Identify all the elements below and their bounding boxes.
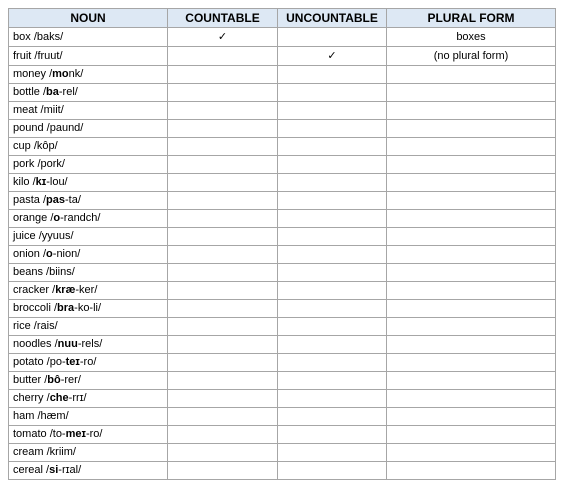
plural-form-cell[interactable] [387, 102, 556, 120]
countable-cell[interactable] [168, 408, 278, 426]
noun-word: onion [13, 248, 40, 260]
countable-cell[interactable] [168, 102, 278, 120]
noun-word: cereal [13, 464, 43, 476]
countable-cell[interactable] [168, 318, 278, 336]
pronunciation-segment: /hæm/ [37, 410, 69, 422]
uncountable-cell[interactable] [278, 336, 387, 354]
pronunciation-stressed-syllable: kræ [55, 284, 76, 296]
uncountable-cell[interactable] [278, 120, 387, 138]
noun-cell[interactable] [9, 120, 168, 138]
table-row [9, 300, 556, 318]
pronunciation-segment: /miit/ [40, 104, 64, 116]
countable-cell[interactable] [168, 228, 278, 246]
uncountable-cell[interactable] [278, 444, 387, 462]
noun-word: box [13, 30, 31, 43]
pronunciation-stressed-syllable: mo [52, 68, 69, 80]
pronunciation-segment: -ta/ [65, 194, 81, 206]
noun-word: orange [13, 212, 48, 224]
countable-cell[interactable] [168, 156, 278, 174]
pronunciation-segment: -ko-li/ [74, 302, 102, 314]
pronunciation-segment: -ro/ [79, 356, 97, 368]
noun-cell[interactable] [9, 228, 168, 246]
pronunciation-segment: / [46, 464, 50, 476]
plural-form-cell[interactable] [387, 282, 556, 300]
noun-cell[interactable] [9, 210, 168, 228]
uncountable-cell[interactable] [278, 28, 387, 47]
uncountable-cell[interactable] [278, 282, 387, 300]
table-row [9, 246, 556, 264]
noun-word: money [13, 68, 47, 80]
pronunciation-segment: -rels/ [77, 338, 103, 350]
table-body [9, 28, 556, 480]
plural-form-cell[interactable] [387, 66, 556, 84]
noun-cell[interactable] [9, 174, 168, 192]
noun-cell[interactable] [9, 156, 168, 174]
noun-cell[interactable] [9, 138, 168, 156]
table-row [9, 426, 556, 444]
plural-form-cell[interactable] [387, 354, 556, 372]
pronunciation-segment: -rel/ [58, 86, 78, 98]
pronunciation-segment: / [42, 86, 47, 98]
pronunciation-segment: /pork/ [37, 158, 65, 170]
pronunciation-segment: /biins/ [46, 266, 75, 278]
pronunciation-segment: /to- [49, 428, 66, 440]
noun-cell[interactable] [9, 354, 168, 372]
noun-word: meat [13, 104, 38, 116]
noun-word: tomato [13, 428, 47, 440]
countable-cell[interactable] [168, 372, 278, 390]
table-row [9, 120, 556, 138]
plural-form-cell[interactable] [387, 408, 556, 426]
countable-cell[interactable] [168, 246, 278, 264]
noun-word: beans [13, 266, 43, 278]
plural-form-cell[interactable] [387, 156, 556, 174]
countable-cell[interactable] [168, 426, 278, 444]
noun-cell[interactable] [9, 47, 168, 66]
pronunciation-segment: / [44, 374, 48, 386]
table-row [9, 138, 556, 156]
uncountable-cell[interactable] [278, 192, 387, 210]
countable-cell[interactable] [168, 462, 278, 480]
pronunciation-segment: / [52, 284, 56, 296]
noun-cell[interactable] [9, 102, 168, 120]
table-row [9, 47, 556, 66]
pronunciation-segment: /baks/ [33, 30, 64, 43]
plural-form-cell[interactable] [387, 264, 556, 282]
pronunciation-segment: / [50, 212, 54, 224]
header-countable: COUNTABLE [168, 9, 278, 28]
pronunciation-stressed-syllable: nuu [57, 338, 78, 350]
uncountable-cell[interactable] [278, 138, 387, 156]
uncountable-cell[interactable] [278, 426, 387, 444]
noun-word: cream [13, 446, 44, 458]
table-row [9, 354, 556, 372]
noun-cell[interactable] [9, 28, 168, 47]
pronunciation-segment: /rais/ [33, 320, 58, 332]
pronunciation-stressed-syllable: o [46, 248, 53, 260]
plural-form-cell[interactable] [387, 300, 556, 318]
pronunciation-stressed-syllable: teɪ [65, 356, 80, 368]
table-row [9, 228, 556, 246]
noun-cell[interactable] [9, 462, 168, 480]
countable-cell[interactable] [168, 210, 278, 228]
noun-cell[interactable] [9, 318, 168, 336]
countable-cell[interactable] [168, 354, 278, 372]
pronunciation-segment: -rer/ [60, 374, 81, 386]
uncountable-cell[interactable] [278, 318, 387, 336]
pronunciation-stressed-syllable: bô [47, 374, 61, 386]
noun-cell[interactable] [9, 84, 168, 102]
uncountable-cell[interactable] [278, 246, 387, 264]
pronunciation-stressed-syllable: ba [46, 86, 59, 98]
pronunciation-segment: /paund/ [46, 122, 84, 134]
noun-cell[interactable] [9, 408, 168, 426]
table-row [9, 66, 556, 84]
countable-cell[interactable] [168, 390, 278, 408]
table-row [9, 28, 556, 47]
pronunciation-segment: / [49, 68, 53, 80]
plural-form-cell[interactable] [387, 138, 556, 156]
table-row [9, 282, 556, 300]
pronunciation-segment: -ker/ [75, 284, 98, 296]
countable-cell[interactable] [168, 264, 278, 282]
pronunciation-segment: / [42, 248, 47, 260]
table-row [9, 390, 556, 408]
noun-word: cup [13, 140, 31, 152]
uncountable-cell[interactable] [278, 156, 387, 174]
table-row [9, 210, 556, 228]
table-row [9, 408, 556, 426]
noun-word: noodles [13, 338, 52, 350]
noun-word: potato [13, 356, 44, 368]
plural-form-cell[interactable] [387, 210, 556, 228]
noun-cell[interactable] [9, 264, 168, 282]
uncountable-cell[interactable] [278, 84, 387, 102]
plural-form-cell[interactable] [387, 228, 556, 246]
header-uncountable: UNCOUNTABLE [278, 9, 387, 28]
noun-cell[interactable] [9, 372, 168, 390]
plural-form-cell[interactable] [387, 246, 556, 264]
pronunciation-stressed-syllable: meɪ [65, 428, 86, 440]
noun-word: butter [13, 374, 42, 386]
uncountable-cell[interactable] [278, 102, 387, 120]
plural-form-cell[interactable] [387, 174, 556, 192]
pronunciation-segment: nk/ [68, 68, 84, 80]
pronunciation-segment: -nion/ [52, 248, 81, 260]
noun-word: cracker [13, 284, 50, 296]
uncountable-cell[interactable] [278, 66, 387, 84]
table-row [9, 318, 556, 336]
noun-word: juice [13, 230, 36, 242]
pronunciation-stressed-syllable: pas [46, 194, 66, 206]
pronunciation-segment: -ro/ [85, 428, 103, 440]
noun-word: pork [13, 158, 35, 170]
pronunciation-segment: /po- [46, 356, 66, 368]
noun-cell[interactable] [9, 444, 168, 462]
noun-cell[interactable] [9, 192, 168, 210]
header-row [9, 9, 556, 28]
countable-cell[interactable] [168, 192, 278, 210]
table-row [9, 264, 556, 282]
table-row [9, 336, 556, 354]
countable-cell[interactable] [168, 336, 278, 354]
noun-word: ham [13, 410, 35, 422]
uncountable-cell[interactable] [278, 300, 387, 318]
plural-form-cell[interactable] [387, 120, 556, 138]
worksheet [8, 8, 556, 480]
plural-form-cell[interactable] [387, 318, 556, 336]
pronunciation-segment: -lou/ [46, 176, 68, 188]
noun-cell[interactable] [9, 282, 168, 300]
pronunciation-stressed-syllable: kɪ [35, 176, 47, 188]
pronunciation-stressed-syllable: o [53, 212, 61, 224]
plural-form-cell[interactable] [387, 444, 556, 462]
check-mark-icon: ✓ [327, 49, 337, 62]
pronunciation-segment: / [54, 338, 58, 350]
plural-form-cell[interactable] [387, 192, 556, 210]
noun-word: kilo [13, 176, 30, 188]
noun-cell[interactable] [9, 426, 168, 444]
table-row [9, 84, 556, 102]
pronunciation-segment: -randch/ [60, 212, 101, 224]
noun-cell[interactable] [9, 246, 168, 264]
uncountable-cell[interactable] [278, 228, 387, 246]
countable-cell[interactable] [168, 138, 278, 156]
noun-word: cherry [13, 392, 44, 404]
plural-form-cell[interactable] [387, 462, 556, 480]
plural-form-cell[interactable] [387, 84, 556, 102]
noun-word: broccoli [13, 302, 51, 314]
noun-cell[interactable] [9, 300, 168, 318]
countable-cell[interactable] [168, 84, 278, 102]
pronunciation-stressed-syllable: bra [57, 302, 75, 314]
table-row [9, 156, 556, 174]
pronunciation-segment: /yyuus/ [38, 230, 74, 242]
noun-cell[interactable] [9, 66, 168, 84]
countable-cell[interactable] [168, 300, 278, 318]
countable-cell[interactable] [168, 282, 278, 300]
noun-word: bottle [13, 86, 40, 98]
countable-cell[interactable] [168, 444, 278, 462]
header-noun: NOUN [9, 9, 168, 28]
pronunciation-segment: / [32, 176, 36, 188]
noun-cell[interactable] [9, 390, 168, 408]
uncountable-cell[interactable] [278, 408, 387, 426]
nouns-table [8, 8, 556, 480]
uncountable-cell[interactable] [278, 390, 387, 408]
pronunciation-segment: -rrɪ/ [68, 392, 87, 404]
noun-word: rice [13, 320, 31, 332]
plural-form-cell[interactable] [387, 390, 556, 408]
uncountable-cell[interactable] [278, 210, 387, 228]
table-row [9, 462, 556, 480]
pronunciation-stressed-syllable: che [49, 392, 69, 404]
uncountable-cell[interactable] [278, 264, 387, 282]
uncountable-cell[interactable] [278, 47, 387, 66]
noun-word: pound [13, 122, 44, 134]
uncountable-cell[interactable] [278, 462, 387, 480]
table-row [9, 192, 556, 210]
header-plural-form: PLURAL FORM [387, 9, 556, 28]
countable-cell[interactable] [168, 174, 278, 192]
pronunciation-segment: / [42, 194, 47, 206]
countable-cell[interactable] [168, 66, 278, 84]
plural-form-cell[interactable] [387, 336, 556, 354]
pronunciation-segment: -rɪal/ [58, 464, 82, 476]
noun-word: fruit [13, 49, 32, 62]
plural-form-cell[interactable] [387, 426, 556, 444]
uncountable-cell[interactable] [278, 372, 387, 390]
table-row [9, 444, 556, 462]
uncountable-cell[interactable] [278, 354, 387, 372]
pronunciation-segment: /fruut/ [34, 49, 63, 62]
noun-word: pasta [13, 194, 40, 206]
plural-form-cell[interactable]: boxes [387, 28, 556, 47]
check-mark-icon: ✓ [217, 30, 228, 43]
countable-cell[interactable] [168, 120, 278, 138]
pronunciation-segment: /kôp/ [33, 140, 58, 152]
pronunciation-segment: / [53, 302, 58, 314]
countable-cell[interactable] [168, 47, 278, 66]
pronunciation-segment: / [46, 392, 50, 404]
uncountable-cell[interactable] [278, 174, 387, 192]
pronunciation-segment: /kriim/ [46, 446, 76, 458]
table-row [9, 102, 556, 120]
table-row [9, 372, 556, 390]
plural-form-cell[interactable] [387, 372, 556, 390]
plural-form-cell[interactable]: (no plural form) [387, 47, 556, 66]
pronunciation-stressed-syllable: si [49, 464, 59, 476]
table-row [9, 174, 556, 192]
noun-cell[interactable] [9, 336, 168, 354]
countable-cell[interactable] [168, 28, 278, 47]
